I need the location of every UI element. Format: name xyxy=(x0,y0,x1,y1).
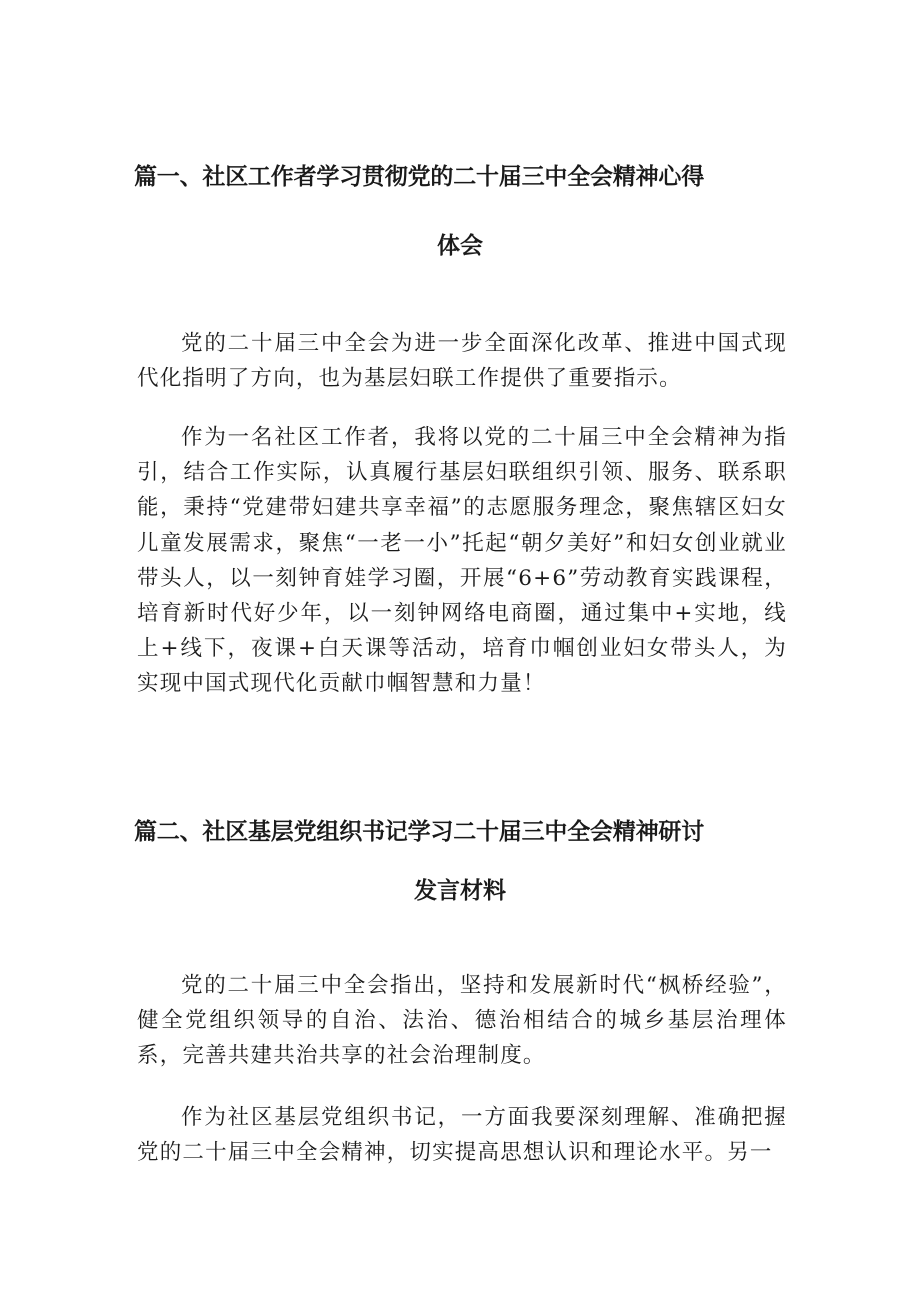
section1-title: 篇一、社区工作者学习贯彻党的二十届三中全会精神心得 xyxy=(134,164,705,190)
section2-title: 篇二、社区基层党组织书记学习二十届三中全会精神研讨 xyxy=(134,819,705,845)
section1-paragraph-2: 作为一名社区工作者，我将以党的二十届三中全会精神为指引，结合工作实际，认真履行基层妇联组织引领、服务、联系职能，秉持“党建带妇建共享幸福”的志愿服务理念，聚焦辖区妇女儿童发展需求，聚焦“一老一小”托起“朝夕美好”和妇女创业就业带头人，以一刻钟育娃学习圈，开展“6+6”劳动教育实践课程，培育新时代好少年，以一刻钟网络电商圈，通过集中+实地，线上+线下，夜课+白天课等活动，培育巾帼创业妇女带头人，为实现中国式现代化贡献巾帼智慧和力量！ xyxy=(137,425,787,697)
section1-paragraph-1: 党的二十届三中全会为进一步全面深化改革、推进中国式现代化指明了方向，也为基层妇联工作提供了重要指示。 xyxy=(137,331,787,392)
section2-title-continued: 发言材料 xyxy=(414,878,506,904)
section2-paragraph-1: 党的二十届三中全会指出，坚持和发展新时代“枫桥经验”，健全党组织领导的自治、法治、德治相结合的城乡基层治理体系，完善共建共治共享的社会治理制度。 xyxy=(137,973,787,1069)
section2-paragraph-2: 作为社区基层党组织书记，一方面我要深刻理解、准确把握党的二十届三中全会精神，切实提高思想认识和理论水平。另一 xyxy=(137,1105,787,1166)
section1-title-continued: 体会 xyxy=(437,233,483,259)
